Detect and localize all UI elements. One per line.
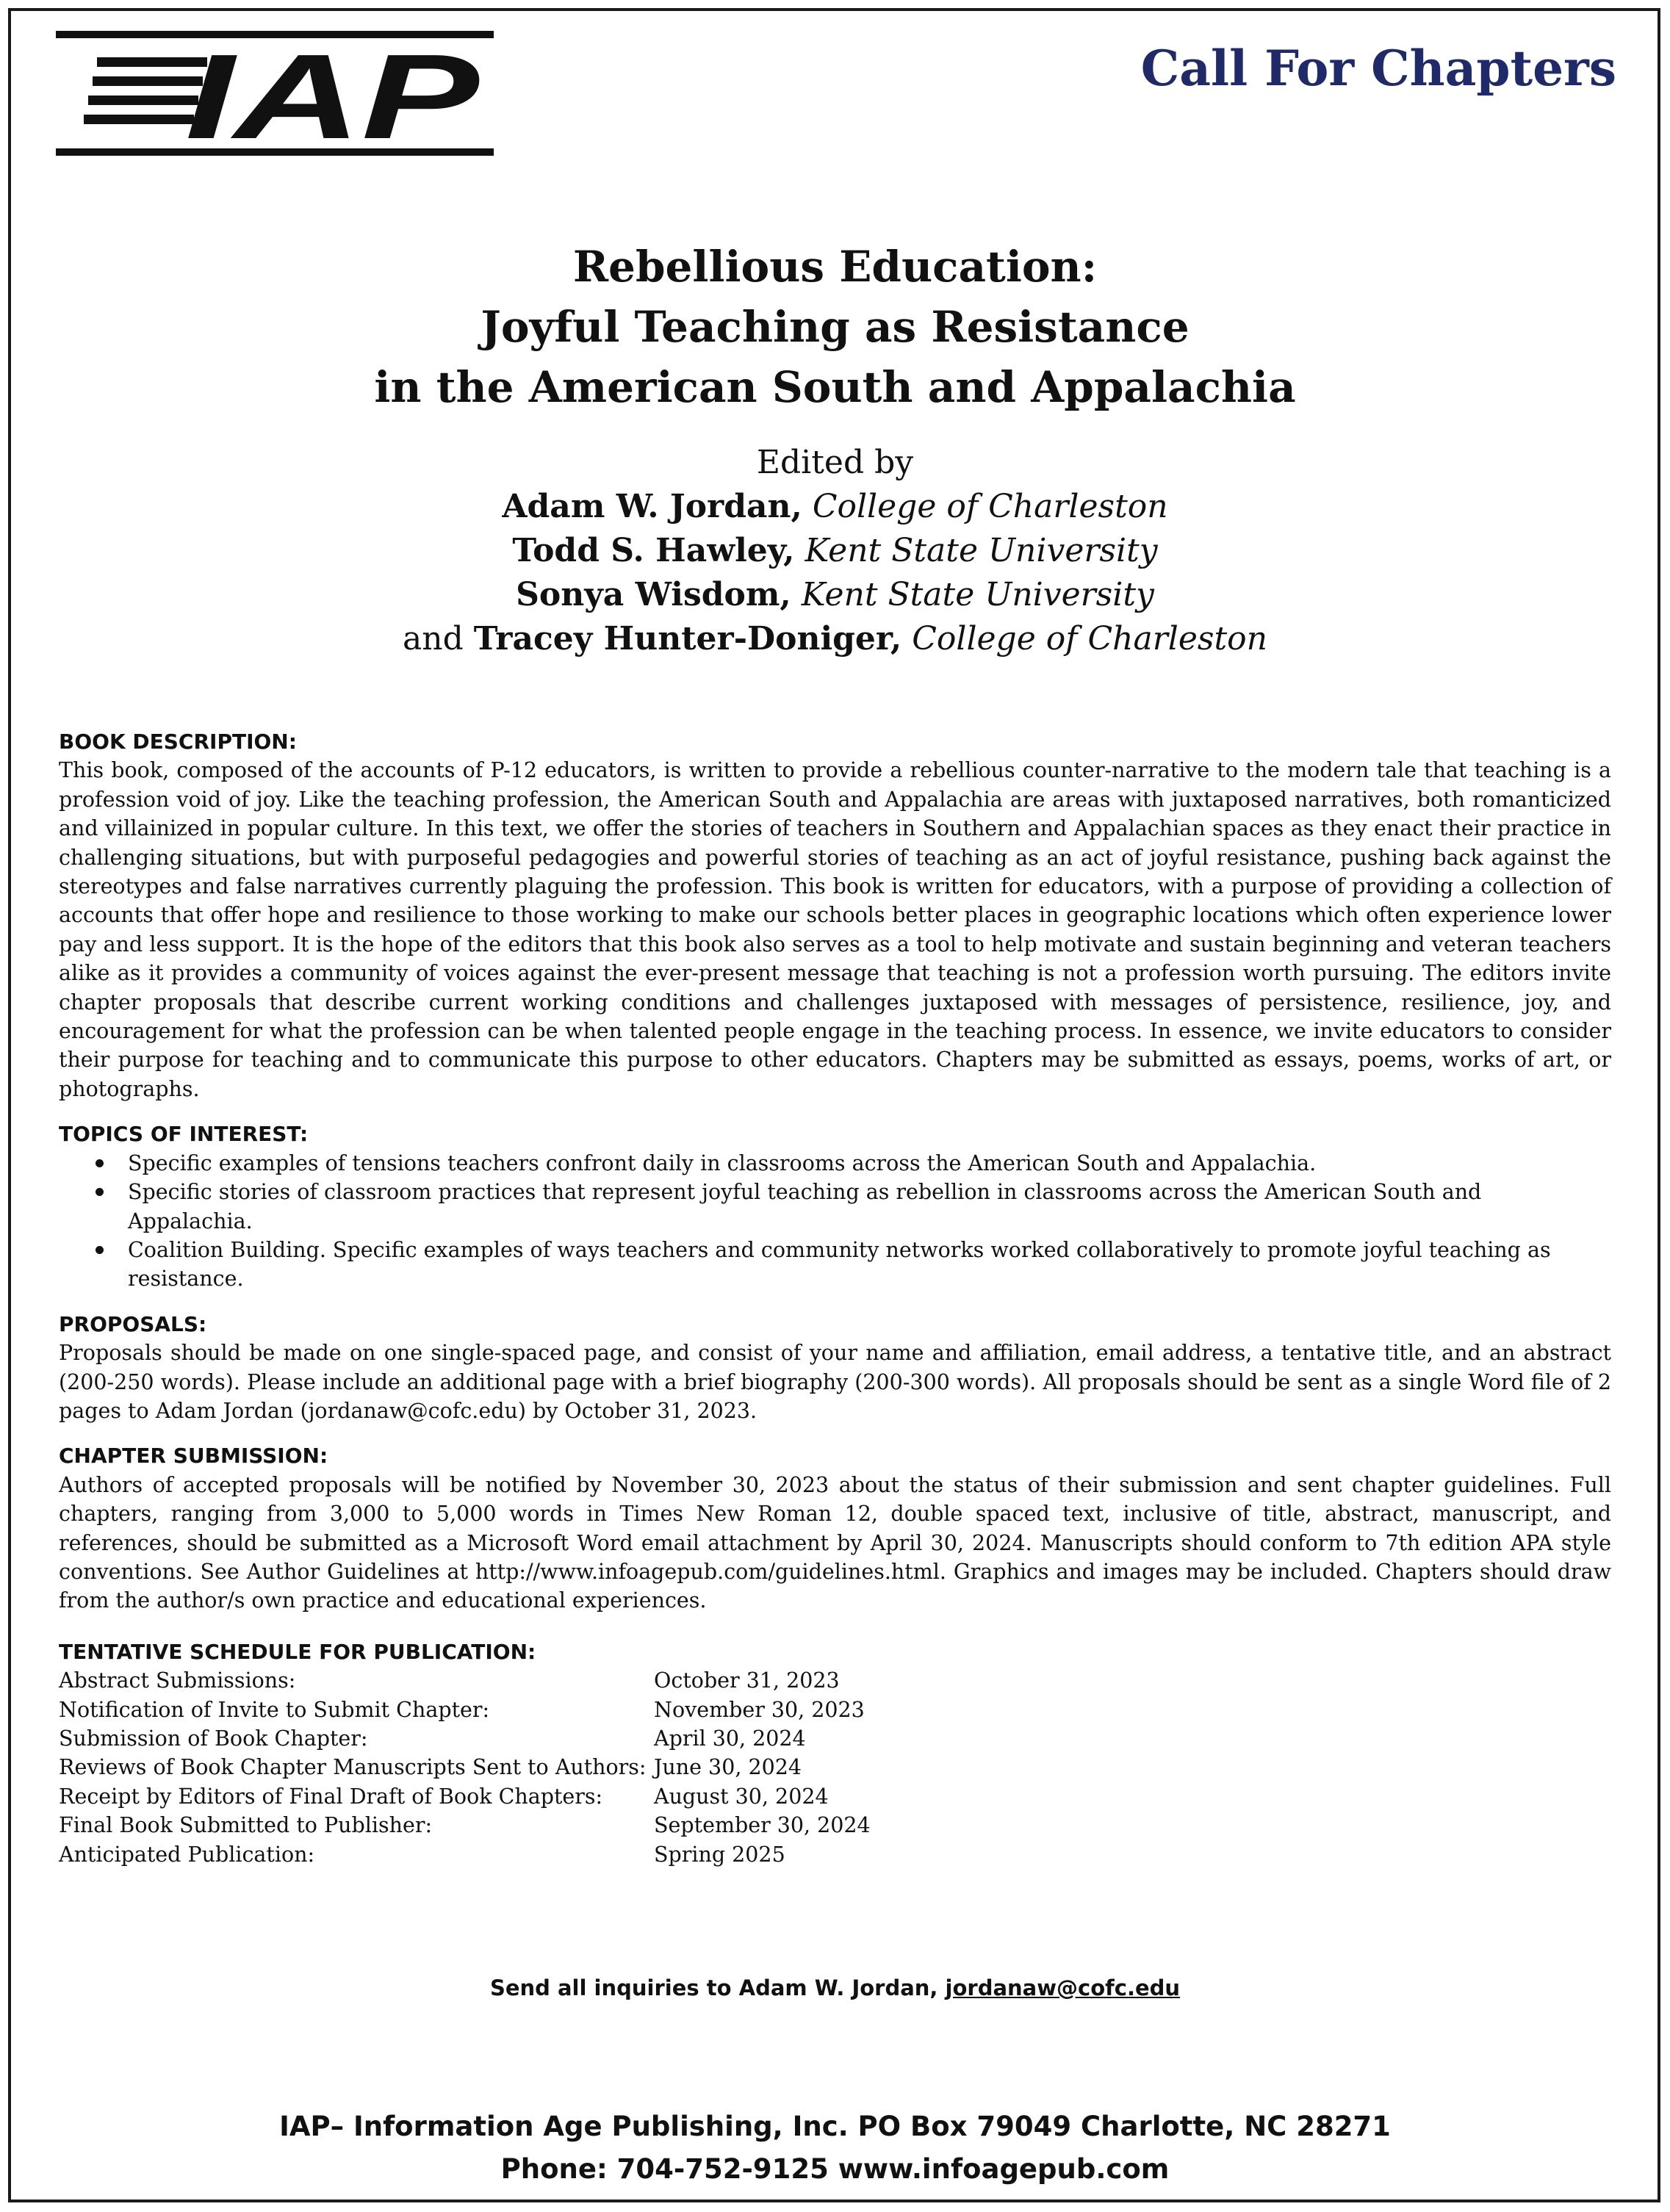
footer <box>0 2105 1670 2191</box>
list-item: Coalition Building. Specific examples of ways teachers and community networks worked collaboratively to promote joyful teaching as resistance. <box>128 1236 1611 1294</box>
editor-name: Adam W. Jordan, <box>502 488 802 525</box>
editor-line <box>0 529 1670 573</box>
proposals-text: Proposals should be made on one single-spaced page, and consist of your name and affiliation, email address, a tentative title, and an abstract (200-250 words). Please include an additional page with a brief biography (200-300 words). All proposals should be sent as a single Word file of 2 pages to Adam Jordan (jordanaw@cofc.edu) by October 31, 2023. <box>59 1341 1611 1423</box>
chapter-submission-heading: CHAPTER SUBMISSION: <box>59 1444 328 1469</box>
editor-name: Todd S. Hawley, <box>512 532 795 569</box>
editor-line <box>0 485 1670 529</box>
schedule-section <box>59 1638 1611 1869</box>
proposals-heading: PROPOSALS: <box>59 1311 207 1336</box>
schedule-row <box>59 1811 1611 1840</box>
editor-name: Sonya Wisdom, <box>516 576 791 613</box>
editor-affiliation: Kent State University <box>801 576 1154 613</box>
schedule-date: Spring 2025 <box>654 1842 785 1867</box>
title-line-3: in the American South and Appalachia <box>374 362 1296 412</box>
editor-affiliation: College of Charleston <box>912 620 1267 658</box>
schedule-row <box>59 1666 1611 1695</box>
schedule-row <box>59 1782 1611 1811</box>
schedule-label: Receipt by Editors of Final Draft of Book Chapters: <box>59 1784 603 1809</box>
topics-section <box>59 1120 1611 1293</box>
call-for-chapters-heading: Call For Chapters <box>1140 40 1616 97</box>
schedule-date: April 30, 2024 <box>654 1726 806 1751</box>
title-line-2: Joyful Teaching as Resistance <box>481 302 1189 352</box>
editor-line <box>0 617 1670 661</box>
footer-contact: Phone: 704-752-9125 www.infoagepub.com <box>500 2153 1170 2185</box>
editors-block <box>0 441 1670 661</box>
schedule-label: Abstract Submissions: <box>59 1668 296 1693</box>
inquiries-text: Send all inquiries to Adam W. Jordan, <box>489 1975 946 2000</box>
editor-name: Tracey Hunter-Doniger, <box>473 620 902 658</box>
schedule-row <box>59 1724 1611 1753</box>
schedule-date: September 30, 2024 <box>654 1813 871 1838</box>
document-body <box>59 727 1611 1869</box>
editor-affiliation: Kent State University <box>805 532 1158 569</box>
editor-affiliation: College of Charleston <box>812 488 1168 525</box>
iap-logo <box>56 31 494 156</box>
topics-heading: TOPICS OF INTEREST: <box>59 1122 309 1147</box>
schedule-heading: TENTATIVE SCHEDULE FOR PUBLICATION: <box>59 1639 536 1664</box>
book-description-section <box>59 727 1611 1103</box>
schedule-row <box>59 1753 1611 1782</box>
schedule-date: November 30, 2023 <box>654 1697 865 1722</box>
editor-line <box>0 573 1670 617</box>
schedule-date: June 30, 2024 <box>654 1755 802 1780</box>
title-line-1: Rebellious Education: <box>572 242 1098 292</box>
inquiries-email-link[interactable]: jordanaw@cofc.edu <box>945 1975 1181 2000</box>
schedule-date: August 30, 2024 <box>654 1784 829 1809</box>
chapter-submission-text: Authors of accepted proposals will be notified by November 30, 2023 about the status of their submission and sent chapter guidelines. Full chapters, ranging from 3,000 to 5,000 words in Times New Roman 12, double spaced text, inclusive of title, abstract, manuscript, and references, should be submitted as a Microsoft Word email attachment by April 30, 2024. Manuscripts should conform to 7th edition APA style conventions. See Author Guidelines at http://www.infoagepub.com/guidelines.html. Graphics and images may be included. Chapters should draw from the author/s own practice and educational experiences. <box>59 1472 1611 1613</box>
schedule-label: Submission of Book Chapter: <box>59 1726 368 1751</box>
footer-address: IAP– Information Age Publishing, Inc. PO Box 79049 Charlotte, NC 28271 <box>279 2111 1391 2142</box>
logo-text: IAP <box>185 31 480 156</box>
inquiries-line <box>0 1975 1670 2000</box>
editor-prefix: and <box>403 620 474 658</box>
schedule-row <box>59 1840 1611 1869</box>
topics-list <box>59 1149 1611 1294</box>
schedule-date: October 31, 2023 <box>654 1668 840 1693</box>
edited-by-label: Edited by <box>756 444 914 481</box>
chapter-submission-section <box>59 1441 1611 1615</box>
list-item: Specific stories of classroom practices that represent joyful teaching as rebellion in classrooms across the American South and Appalachia. <box>128 1178 1611 1236</box>
proposals-section <box>59 1310 1611 1426</box>
schedule-label: Notification of Invite to Submit Chapter: <box>59 1697 490 1722</box>
schedule-row <box>59 1696 1611 1724</box>
list-item: Specific examples of tensions teachers confront daily in classrooms across the American South and Appalachia. <box>128 1149 1611 1178</box>
book-title <box>0 237 1670 417</box>
schedule-label: Final Book Submitted to Publisher: <box>59 1813 433 1838</box>
schedule-label: Reviews of Book Chapter Manuscripts Sent to Authors: <box>59 1755 647 1780</box>
book-description-text: This book, composed of the accounts of P-12 educators, is written to provide a rebellious counter-narrative to the modern tale that teaching is a profession void of joy. Like the teaching profession, the American South and Appalachia are areas with juxtaposed narratives, both romanticized and villainized in popular culture. In this text, we offer the stories of teachers in Southern and Appalachian spaces as they enact their practice in challenging situations, but with purposeful pedagogies and powerful stories of teaching as an act of joyful resistance, pushing back against the stereotypes and false narratives currently plaguing the profession. This book is written for educators, with a purpose of providing a collection of accounts that offer hope and resilience to those working to make our schools better places in geographic locations which often experience lower pay and less support. It is the hope of the editors that this book also serves as a tool to help motivate and sustain beginning and veteran teachers alike as it provides a community of voices against the ever-present message that teaching is not a profession worth pursuing. The editors invite chapter proposals that describe current working conditions and challenges juxtaposed with messages of persistence, resilience, joy, and encouragement for what the profession can be when talented people engage in the teaching process. In essence, we invite educators to consider their purpose for teaching and to communicate this purpose to other educators. Chapters may be submitted as essays, poems, works of art, or photographs. <box>59 758 1611 1101</box>
schedule-label: Anticipated Publication: <box>59 1842 315 1867</box>
book-description-heading: BOOK DESCRIPTION: <box>59 729 297 754</box>
